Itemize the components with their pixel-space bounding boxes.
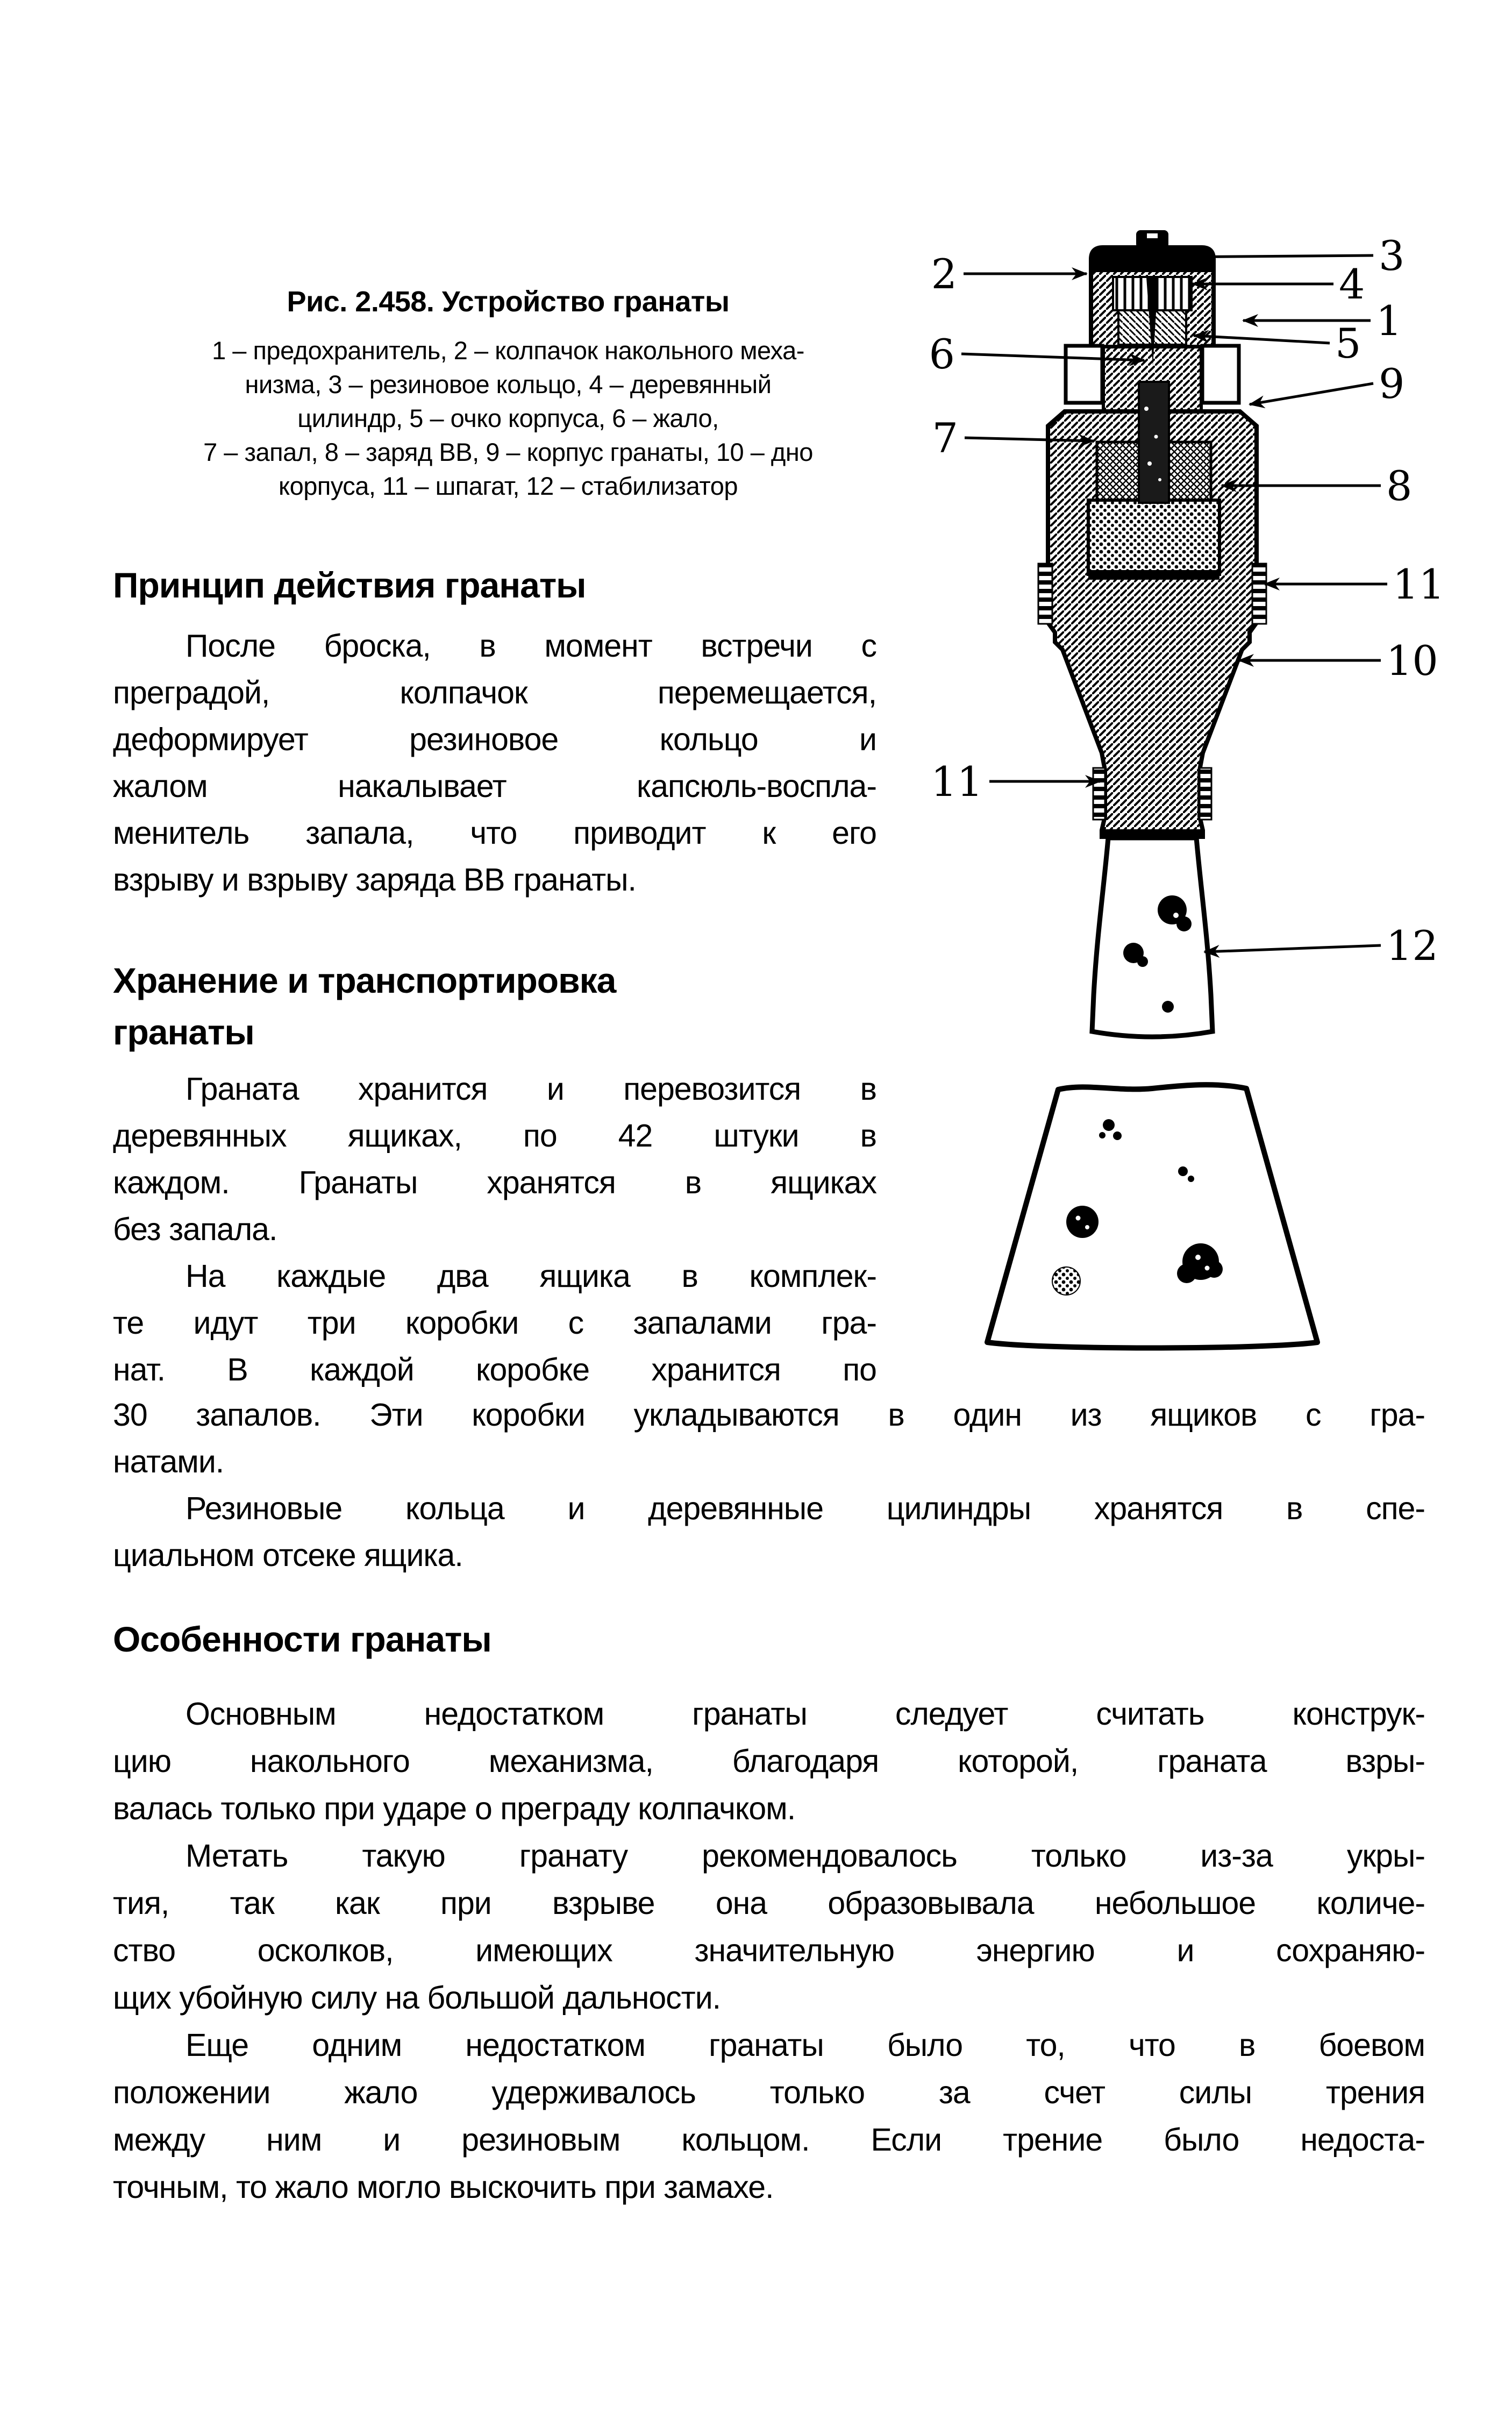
text-line: цию накольного механизма, благодаря которой, граната взры- (113, 1743, 1425, 1779)
section-heading-storage (113, 955, 903, 1058)
striker-knob-slit (1147, 233, 1158, 238)
text-line: между ним и резиновым кольцом. Если трение было недоста- (113, 2122, 1425, 2158)
text-line: валась только при ударе о преграду колпачком. (113, 1791, 796, 1826)
text-line: взрыву и взрыву заряда ВВ гранаты. (113, 862, 636, 898)
text-line: После броска, в момент встречи с (186, 628, 876, 664)
safety-block-left (1066, 346, 1102, 403)
text-line: каждом. Гранаты хранятся в ящиках (113, 1165, 876, 1200)
text-line: тия, так как при взрыве она образовывала небольшое количе- (113, 1885, 1425, 1921)
callout-12: 12 (1386, 922, 1438, 970)
heading-line: гранаты (113, 1012, 254, 1052)
callout-11-right: 11 (1393, 560, 1445, 608)
text-line: жалом накалывает капсюль-воспла- (113, 768, 876, 804)
stabilizer-cone (987, 1085, 1317, 1348)
paragraph-storage-2 (113, 1392, 1425, 1579)
text-line: Основным недостатком гранаты следует считать конструк- (186, 1696, 1425, 1732)
section-heading-features: Особенности гранаты (113, 1619, 491, 1659)
callout-5: 5 (1335, 319, 1361, 367)
callout-8: 8 (1386, 462, 1413, 510)
text-line: преградой, колпачок перемещается, (113, 675, 876, 710)
caption-line: 7 – запал, 8 – заряд ВВ, 9 – корпус гранаты, 10 – дно (203, 438, 813, 466)
callout-11-left: 11 (931, 758, 983, 806)
charge-bottom-band (1088, 570, 1219, 580)
callout-2: 2 (931, 250, 957, 298)
primer-tube (1139, 382, 1169, 503)
text-line: точным, то жало могло выскочить при замахе. (113, 2169, 774, 2205)
leader-12 (1204, 945, 1381, 952)
text-line: без запала. (113, 1212, 277, 1247)
striker-cap-top-band (1091, 247, 1214, 272)
text-line: На каждые два ящика в комплек- (186, 1258, 876, 1294)
callout-4: 4 (1339, 260, 1365, 308)
primer-speckle (1158, 478, 1161, 481)
callout-1: 1 (1376, 297, 1402, 345)
primer-speckle (1144, 407, 1149, 411)
callout-7: 7 (932, 414, 958, 462)
paragraph-features (113, 1690, 1425, 2211)
text-line: щих убойную силу на большой дальности. (113, 1980, 721, 2016)
caption-line: 1 – предохранитель, 2 – колпачок накольного меха- (212, 336, 804, 365)
text-line: деревянных ящиках, по 42 штуки в (113, 1118, 876, 1154)
text-line: нат. В каждой коробке хранится по (113, 1352, 876, 1387)
primer-speckle (1154, 435, 1158, 439)
twine-body-left (1038, 564, 1052, 624)
text-line: ство осколков, имеющих значительную энергию и сохраняю- (113, 1933, 1425, 1968)
leader-3 (1170, 255, 1373, 257)
text-line: Еще одним недостатком гранаты было то, что в боевом (186, 2027, 1425, 2063)
caption-line: низма, 3 – резиновое кольцо, 4 – деревянный (245, 370, 772, 398)
text-line: Граната хранится и перевозится в (186, 1071, 876, 1107)
text-line: деформирует резиновое кольцо и (113, 722, 876, 757)
stabilizer-sleeve (1092, 838, 1213, 1037)
text-line: Метать такую гранату рекомендовалось только из-за укры- (186, 1838, 1425, 1874)
explosive-charge (1088, 500, 1219, 574)
section-heading-principle: Принцип действия гранаты (113, 565, 586, 605)
safety-block-right (1202, 346, 1239, 403)
text-line: 30 запалов. Эти коробки укладываются в один из ящиков с гра- (113, 1397, 1425, 1433)
caption-line: корпуса, 11 – шпагат, 12 – стабилизатор (279, 472, 738, 500)
text-line: Резиновые кольца и деревянные цилиндры хранятся в спе- (186, 1491, 1425, 1526)
text-line: натами. (113, 1444, 224, 1479)
twine-body-right (1252, 564, 1266, 624)
callout-6: 6 (929, 330, 955, 378)
figure-caption-title: Рис. 2.458. Устройство гранаты (287, 286, 730, 318)
text-line: менитель запала, что приводит к его (113, 815, 876, 851)
paragraph-principle (113, 623, 876, 903)
leader-9 (1250, 383, 1373, 404)
text-line: положении жало удерживалось только за счет силы трения (113, 2075, 1425, 2110)
primer-speckle (1147, 461, 1152, 466)
figure-caption-list (113, 333, 903, 503)
heading-line: Хранение и транспортировка (113, 960, 616, 1000)
twine-neck-right (1200, 768, 1211, 820)
grenade-diagram (903, 226, 1473, 1366)
text-line: те идут три коробки с запалами гра- (113, 1305, 876, 1341)
callout-3: 3 (1379, 232, 1405, 280)
paragraph-storage-1 (113, 1066, 876, 1393)
twine-neck-left (1093, 768, 1105, 820)
caption-line: цилиндр, 5 – очко корпуса, 6 – жало, (297, 404, 719, 432)
text-line: циальном отсеке ящика. (113, 1538, 463, 1573)
callout-10: 10 (1386, 637, 1438, 685)
callout-9: 9 (1379, 360, 1405, 408)
